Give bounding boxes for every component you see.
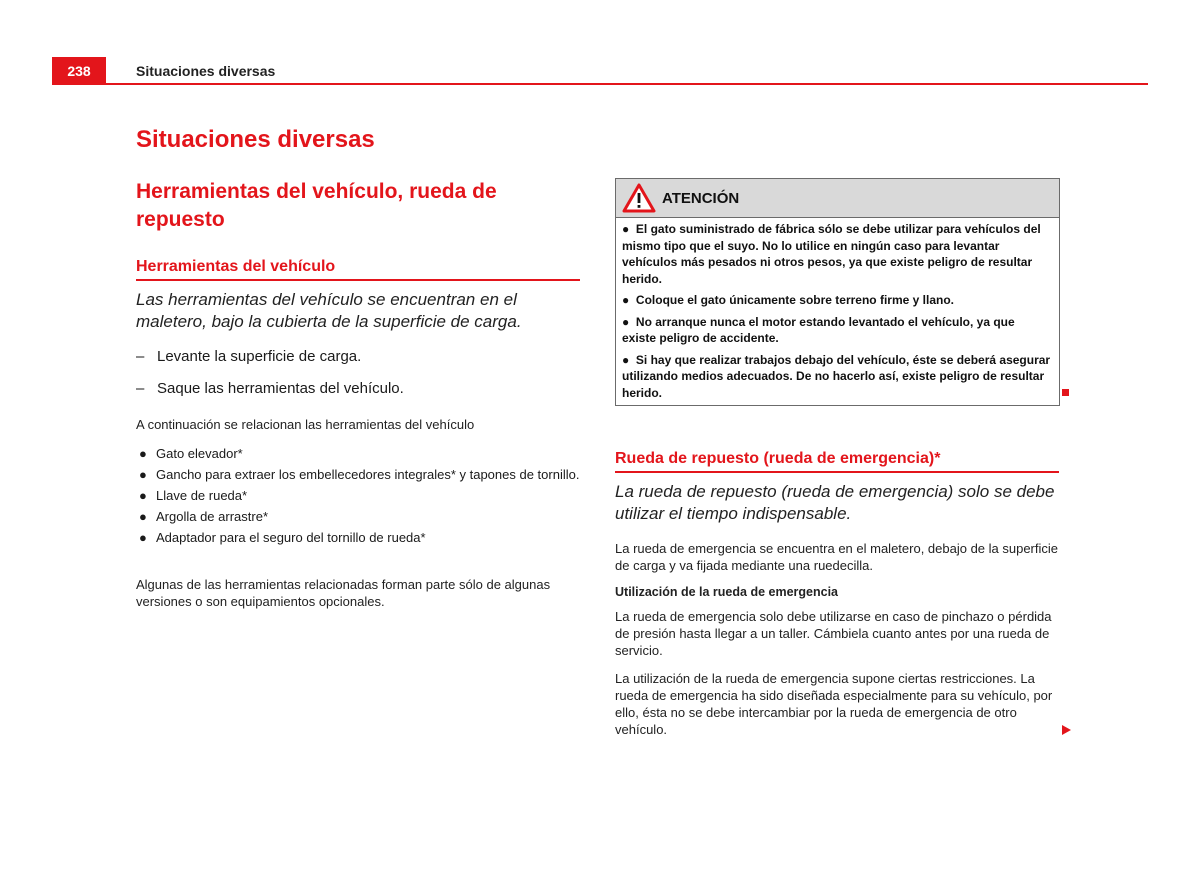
warning-item-text: Coloque el gato únicamente sobre terreno firme y llano. <box>635 293 954 307</box>
step-text: Saque las herramientas del vehículo. <box>157 380 404 397</box>
warning-item-text: No arranque nunca el motor estando levantado el vehículo, ya que existe peligro de accidente. <box>622 314 1015 345</box>
continue-arrow-icon <box>1062 725 1071 735</box>
warning-item <box>622 221 1051 287</box>
bullet-icon: ● <box>139 530 147 545</box>
warning-body <box>616 218 1059 405</box>
list-item <box>136 487 580 504</box>
bullet-icon: ● <box>139 446 147 461</box>
bullet-icon: ● <box>622 314 636 329</box>
list-item <box>136 445 580 462</box>
warning-item <box>622 314 1051 347</box>
bullet-icon: ● <box>622 222 636 236</box>
tools-note: Algunas de las herramientas relacionadas forman parte sólo de algunas versiones o son equipamientos opcionales. <box>136 577 551 609</box>
subheading-spare-wheel: Rueda de repuesto (rueda de emergencia)* <box>615 450 1059 473</box>
bullet-icon: ● <box>139 509 147 524</box>
tool-text: Gancho para extraer los embellecedores integrales* y tapones de tornillo. <box>156 467 580 482</box>
spare-wheel-intro: La rueda de repuesto (rueda de emergencia) solo se debe utilizar el tiempo indispensable. <box>615 482 1055 523</box>
bullet-icon: ● <box>622 293 636 307</box>
step-item <box>136 379 580 399</box>
intro-text: Las herramientas del vehículo se encuentran en el maletero, bajo la cubierta de la superficie de carga. <box>136 290 522 331</box>
usage-heading: Utilización de la rueda de emergencia <box>615 585 838 599</box>
steps-list <box>136 347 580 411</box>
section-title-line2: repuesto <box>136 208 225 231</box>
warning-item <box>622 292 1051 309</box>
step-item <box>136 347 580 367</box>
tools-intro: A continuación se relacionan las herramientas del vehículo <box>136 417 475 432</box>
warning-box <box>615 178 1060 406</box>
spare-wheel-paragraph-1: La rueda de emergencia se encuentra en el maletero, debajo de la superficie de carga y va fijada mediante una ruedecilla. <box>615 541 1059 573</box>
warning-header <box>616 179 1059 218</box>
warning-triangle-icon <box>622 183 656 213</box>
step-dash: – <box>136 348 145 365</box>
bullet-icon: ● <box>622 352 636 367</box>
end-square-icon <box>1062 389 1069 396</box>
spare-wheel-paragraph-2: La rueda de emergencia solo debe utilizarse en caso de pinchazo o pérdida de presión hasta llegar a un taller. Cámbiela cuanto antes por una rueda de servicio. <box>615 609 1052 658</box>
warning-item-text: El gato suministrado de fábrica sólo se debe utilizar para vehículos del mismo tipo que el suyo. No lo utilice en ningún caso para levantar vehículos más pesados ni otros pesos, ya que existe peligro de resultar herido. <box>622 222 1041 286</box>
page-number: 238 <box>52 57 106 84</box>
spare-wheel-paragraph-3: La utilización de la rueda de emergencia supone ciertas restricciones. La rueda de emergencia ha sido diseñada especialmente para su vehículo, por ello, ésta no se debe intercambiar por la rueda de emergencia de otro vehículo. <box>615 671 1053 737</box>
bullet-icon: ● <box>139 467 147 482</box>
list-item <box>136 508 580 525</box>
step-dash: – <box>136 380 145 397</box>
tool-text: Argolla de arrastre* <box>156 509 268 524</box>
step-text: Levante la superficie de carga. <box>157 348 362 365</box>
warning-item-text: Si hay que realizar trabajos debajo del vehículo, éste se deberá asegurar utilizando medios adecuados. De no hacerlo así, existe peligro de resultar herido. <box>622 352 1051 400</box>
bullet-icon: ● <box>139 488 147 503</box>
page-title: Situaciones diversas <box>136 126 375 153</box>
running-title: Situaciones diversas <box>136 63 276 79</box>
tools-list <box>136 445 580 550</box>
section-title-line1: Herramientas del vehículo, rueda de <box>136 180 497 203</box>
warning-title: ATENCIÓN <box>662 189 740 207</box>
header-rule <box>52 83 1148 85</box>
list-item <box>136 466 580 483</box>
subheading-tools: Herramientas del vehículo <box>136 258 580 281</box>
section-title <box>136 178 497 234</box>
tool-text: Adaptador para el seguro del tornillo de rueda* <box>156 530 426 545</box>
list-item <box>136 529 580 546</box>
tool-text: Llave de rueda* <box>156 488 248 503</box>
warning-item <box>622 352 1051 402</box>
tool-text: Gato elevador* <box>156 446 243 461</box>
